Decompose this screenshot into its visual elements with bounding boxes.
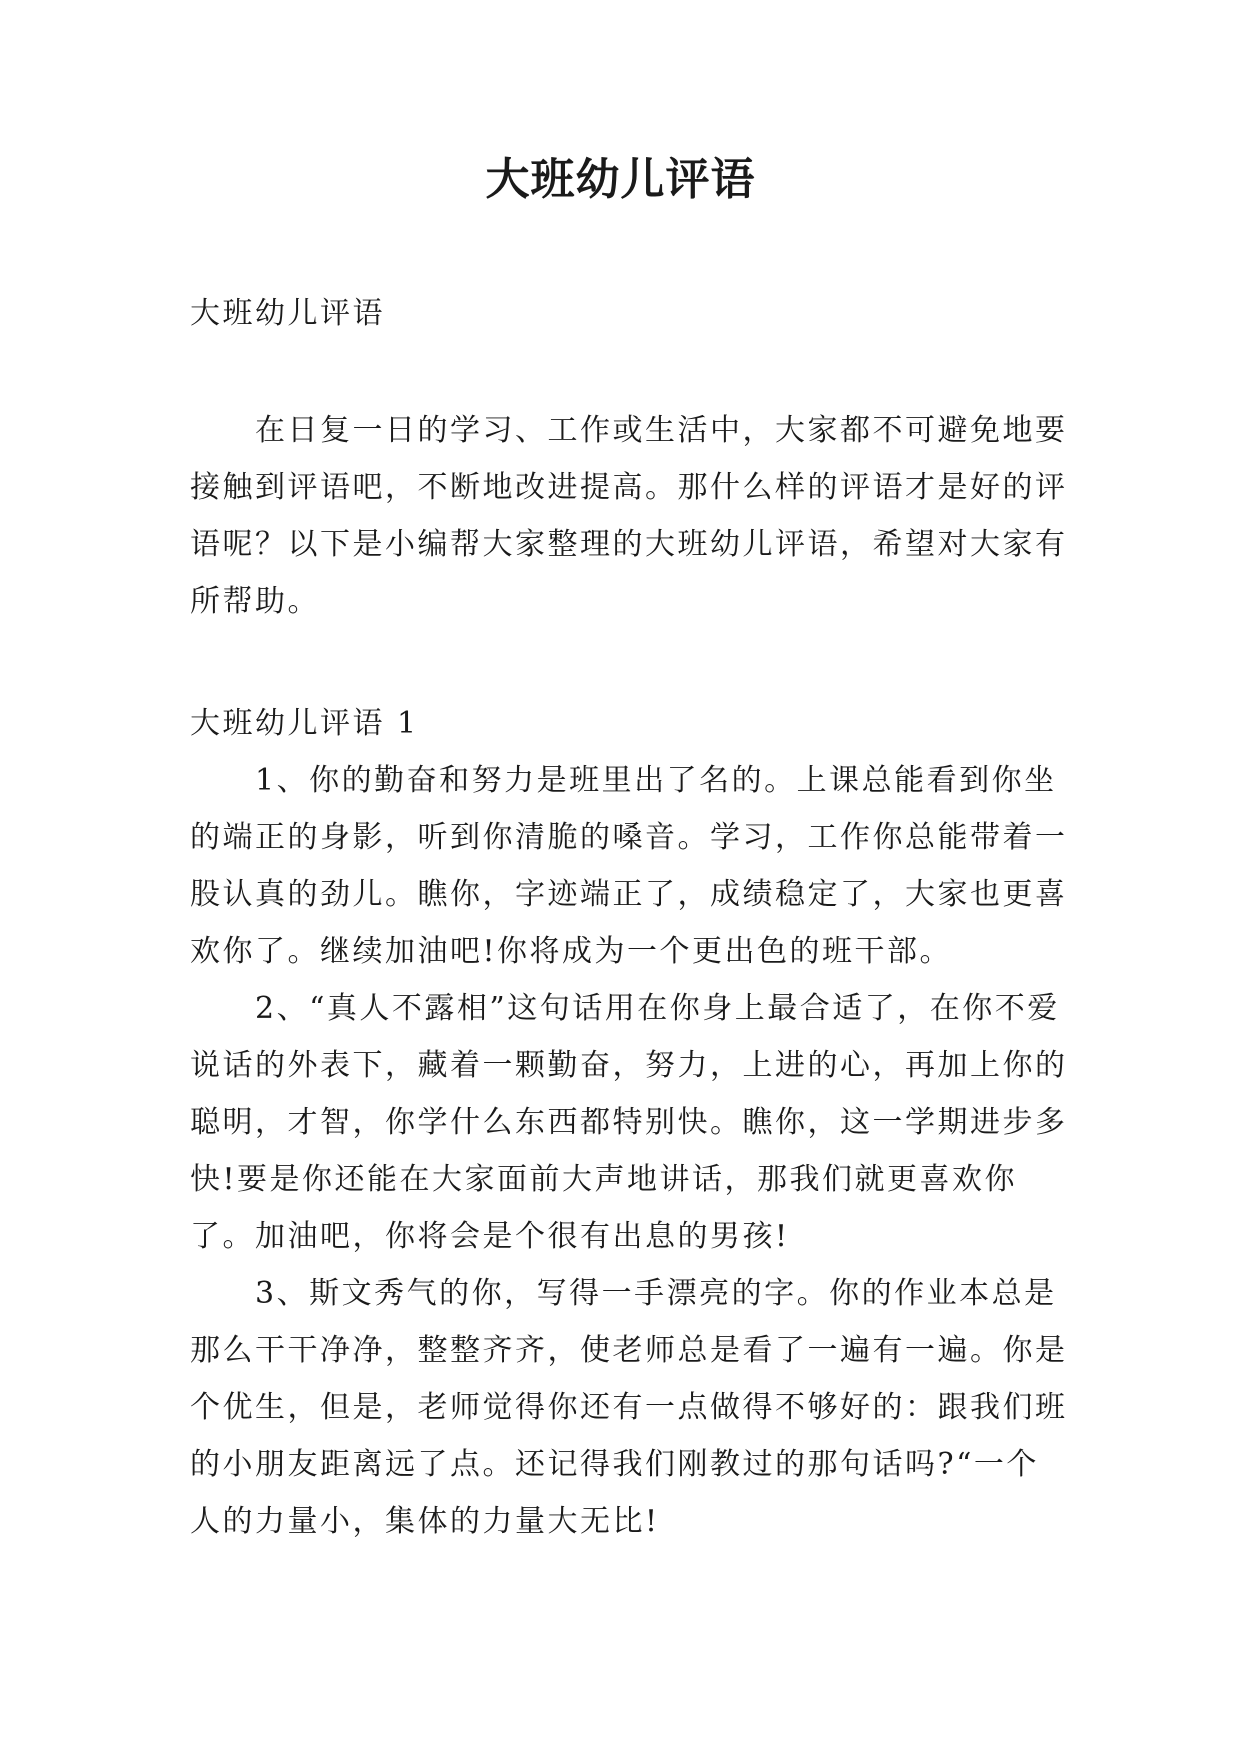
section-heading: 大班幼儿评语 1 [190,706,419,741]
comment-item: 3、斯文秀气的你，写得一手漂亮的字。你的作业本总是那么干干净净，整整齐齐，使老师总是看了一遍有一遍。你是个优生，但是，老师觉得你还有一点做得不够好的：跟我们班的小朋友距离远了点。还记得我们刚教过的那句话吗?“一个人的力量小，集体的力量大无比! [190,1276,1068,1539]
page-title: 大班幼儿评语 [485,154,756,205]
document-subtitle: 大班幼儿评语 [190,296,385,331]
comment-item: 2、“真人不露相”这句话用在你身上最合适了，在你不爱说话的外表下，藏着一颗勤奋，努力，上进的心，再加上你的聪明，才智，你学什么东西都特别快。瞧你，这一学期进步多快!要是你还能在大家面前大声地讲话，那我们就更喜欢你了。加油吧，你将会是个很有出息的男孩! [190,991,1068,1254]
comment-item: 1、你的勤奋和努力是班里出了名的。上课总能看到你坐的端正的身影，听到你清脆的嗓音。学习，工作你总能带着一股认真的劲儿。瞧你，字迹端正了，成绩稳定了，大家也更喜欢你了。继续加油吧!你将成为一个更出色的班干部。 [190,763,1068,969]
comment-list [190,752,1070,1550]
intro-paragraph: 在日复一日的学习、工作或生活中，大家都不可避免地要接触到评语吧，不断地改进提高。那什么样的评语才是好的评语呢？以下是小编帮大家整理的大班幼儿评语，希望对大家有所帮助。 [190,413,1068,619]
